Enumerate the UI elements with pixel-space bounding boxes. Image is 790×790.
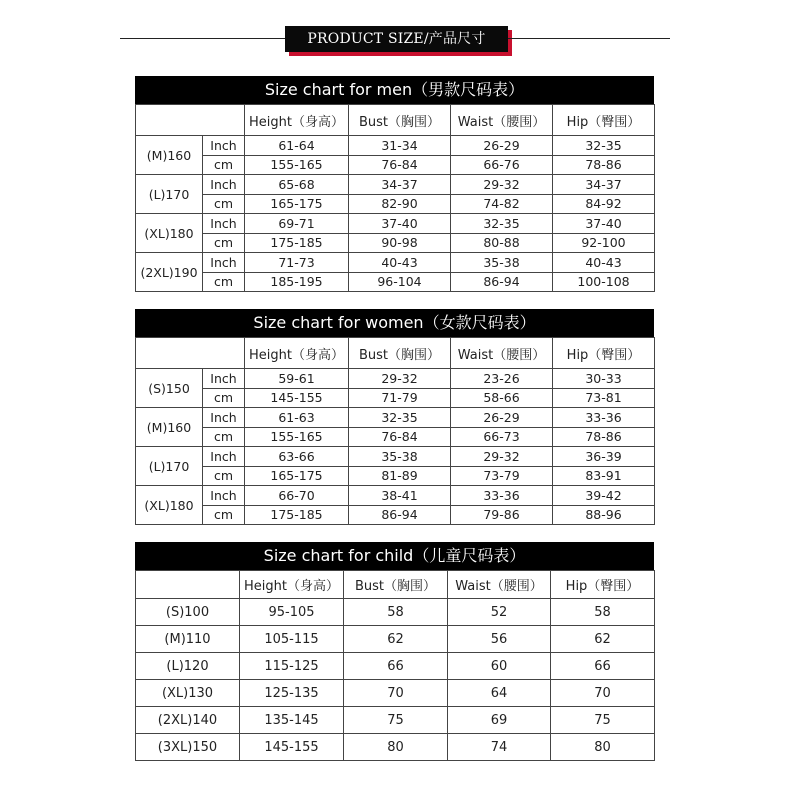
bust-cell: 32-35 — [349, 408, 451, 428]
header-row — [136, 105, 655, 136]
bust-cell: 37-40 — [349, 214, 451, 234]
height-cell: 175-185 — [245, 233, 349, 253]
corner-cell — [136, 338, 245, 369]
column-header-bust: Bust（胸围） — [344, 571, 448, 599]
height-cell: 105-115 — [240, 626, 344, 653]
column-header-waist: Waist（腰围） — [451, 105, 553, 136]
height-cell: 63-66 — [245, 447, 349, 467]
women-size-chart — [135, 309, 654, 525]
table-row — [136, 505, 655, 525]
table-row — [136, 427, 655, 447]
waist-cell: 35-38 — [451, 253, 553, 273]
bust-cell: 82-90 — [349, 194, 451, 214]
hip-cell: 36-39 — [553, 447, 655, 467]
waist-cell: 66-76 — [451, 155, 553, 175]
header-rule-left — [120, 38, 285, 39]
corner-cell — [136, 105, 245, 136]
waist-cell: 58-66 — [451, 388, 553, 408]
table-row — [136, 155, 655, 175]
unit-cell: Inch — [203, 136, 245, 156]
product-size-badge — [285, 26, 508, 52]
unit-cell: Inch — [203, 447, 245, 467]
waist-cell: 86-94 — [451, 272, 553, 292]
size-label: (M)110 — [136, 626, 240, 653]
hip-cell: 70 — [551, 680, 655, 707]
bust-cell: 76-84 — [349, 155, 451, 175]
waist-cell: 52 — [448, 599, 551, 626]
table-row — [136, 680, 655, 707]
height-cell: 61-63 — [245, 408, 349, 428]
column-header-bust: Bust（胸围） — [349, 105, 451, 136]
waist-cell: 56 — [448, 626, 551, 653]
height-cell: 115-125 — [240, 653, 344, 680]
table-row — [136, 136, 655, 156]
waist-cell: 66-73 — [451, 427, 553, 447]
column-header-waist: Waist（腰围） — [451, 338, 553, 369]
size-label: (L)120 — [136, 653, 240, 680]
height-cell: 69-71 — [245, 214, 349, 234]
table-row — [136, 233, 655, 253]
hip-cell: 83-91 — [553, 466, 655, 486]
unit-cell: cm — [203, 505, 245, 525]
hip-cell: 78-86 — [553, 155, 655, 175]
women-chart-title: Size chart for women（女款尺码表） — [135, 309, 654, 337]
table-row — [136, 707, 655, 734]
child-chart-title: Size chart for child（儿童尺码表） — [135, 542, 654, 570]
header-rule-right — [508, 38, 670, 39]
size-label: (2XL)140 — [136, 707, 240, 734]
waist-cell: 73-79 — [451, 466, 553, 486]
height-cell: 61-64 — [245, 136, 349, 156]
child-size-chart — [135, 542, 654, 761]
hip-cell: 80 — [551, 734, 655, 761]
column-header-height: Height（身高） — [240, 571, 344, 599]
height-cell: 155-165 — [245, 155, 349, 175]
height-cell: 71-73 — [245, 253, 349, 273]
column-header-hip: Hip（臀围） — [551, 571, 655, 599]
hip-cell: 30-33 — [553, 369, 655, 389]
column-header-hip: Hip（臀围） — [553, 105, 655, 136]
hip-cell: 58 — [551, 599, 655, 626]
waist-cell: 69 — [448, 707, 551, 734]
table-row — [136, 253, 655, 273]
size-label: (M)160 — [136, 408, 203, 447]
hip-cell: 88-96 — [553, 505, 655, 525]
waist-cell: 74 — [448, 734, 551, 761]
height-cell: 125-135 — [240, 680, 344, 707]
unit-cell: Inch — [203, 214, 245, 234]
waist-cell: 32-35 — [451, 214, 553, 234]
table-row — [136, 272, 655, 292]
table-row — [136, 486, 655, 506]
size-label: (S)100 — [136, 599, 240, 626]
unit-cell: Inch — [203, 175, 245, 195]
table-row — [136, 369, 655, 389]
hip-cell: 78-86 — [553, 427, 655, 447]
bust-cell: 29-32 — [349, 369, 451, 389]
bust-cell: 70 — [344, 680, 448, 707]
bust-cell: 90-98 — [349, 233, 451, 253]
header-row — [136, 338, 655, 369]
unit-cell: cm — [203, 233, 245, 253]
height-cell: 165-175 — [245, 194, 349, 214]
unit-cell: cm — [203, 427, 245, 447]
table-row — [136, 175, 655, 195]
hip-cell: 75 — [551, 707, 655, 734]
column-header-hip: Hip（臀围） — [553, 338, 655, 369]
table-row — [136, 599, 655, 626]
bust-cell: 86-94 — [349, 505, 451, 525]
size-label: (L)170 — [136, 447, 203, 486]
page-title: PRODUCT SIZE/产品尺寸 — [285, 26, 508, 52]
child-size-table — [135, 570, 655, 761]
bust-cell: 96-104 — [349, 272, 451, 292]
hip-cell: 40-43 — [553, 253, 655, 273]
height-cell: 145-155 — [240, 734, 344, 761]
size-label: (XL)180 — [136, 486, 203, 525]
corner-cell — [136, 571, 240, 599]
women-size-table — [135, 337, 655, 525]
height-cell: 155-165 — [245, 427, 349, 447]
bust-cell: 66 — [344, 653, 448, 680]
unit-cell: Inch — [203, 253, 245, 273]
size-label: (XL)180 — [136, 214, 203, 253]
hip-cell: 84-92 — [553, 194, 655, 214]
hip-cell: 66 — [551, 653, 655, 680]
hip-cell: 32-35 — [553, 136, 655, 156]
height-cell: 145-155 — [245, 388, 349, 408]
hip-cell: 100-108 — [553, 272, 655, 292]
waist-cell: 29-32 — [451, 175, 553, 195]
column-header-bust: Bust（胸围） — [349, 338, 451, 369]
men-chart-title: Size chart for men（男款尺码表） — [135, 76, 654, 104]
column-header-waist: Waist（腰围） — [448, 571, 551, 599]
table-row — [136, 447, 655, 467]
hip-cell: 37-40 — [553, 214, 655, 234]
men-size-chart — [135, 76, 654, 292]
table-row — [136, 734, 655, 761]
waist-cell: 29-32 — [451, 447, 553, 467]
unit-cell: cm — [203, 466, 245, 486]
bust-cell: 58 — [344, 599, 448, 626]
waist-cell: 23-26 — [451, 369, 553, 389]
bust-cell: 81-89 — [349, 466, 451, 486]
height-cell: 175-185 — [245, 505, 349, 525]
height-cell: 135-145 — [240, 707, 344, 734]
table-row — [136, 653, 655, 680]
unit-cell: cm — [203, 388, 245, 408]
table-row — [136, 194, 655, 214]
bust-cell: 76-84 — [349, 427, 451, 447]
size-label: (2XL)190 — [136, 253, 203, 292]
waist-cell: 33-36 — [451, 486, 553, 506]
table-row — [136, 214, 655, 234]
men-size-table — [135, 104, 655, 292]
table-row — [136, 626, 655, 653]
hip-cell: 92-100 — [553, 233, 655, 253]
height-cell: 95-105 — [240, 599, 344, 626]
hip-cell: 33-36 — [553, 408, 655, 428]
hip-cell: 39-42 — [553, 486, 655, 506]
bust-cell: 75 — [344, 707, 448, 734]
table-row — [136, 466, 655, 486]
size-label: (L)170 — [136, 175, 203, 214]
bust-cell: 38-41 — [349, 486, 451, 506]
hip-cell: 34-37 — [553, 175, 655, 195]
waist-cell: 60 — [448, 653, 551, 680]
unit-cell: cm — [203, 194, 245, 214]
waist-cell: 74-82 — [451, 194, 553, 214]
bust-cell: 71-79 — [349, 388, 451, 408]
height-cell: 66-70 — [245, 486, 349, 506]
column-header-height: Height（身高） — [245, 105, 349, 136]
height-cell: 65-68 — [245, 175, 349, 195]
bust-cell: 80 — [344, 734, 448, 761]
size-label: (3XL)150 — [136, 734, 240, 761]
unit-cell: cm — [203, 272, 245, 292]
unit-cell: cm — [203, 155, 245, 175]
table-row — [136, 408, 655, 428]
waist-cell: 79-86 — [451, 505, 553, 525]
column-header-height: Height（身高） — [245, 338, 349, 369]
height-cell: 165-175 — [245, 466, 349, 486]
size-label: (M)160 — [136, 136, 203, 175]
unit-cell: Inch — [203, 486, 245, 506]
height-cell: 185-195 — [245, 272, 349, 292]
unit-cell: Inch — [203, 369, 245, 389]
hip-cell: 62 — [551, 626, 655, 653]
bust-cell: 40-43 — [349, 253, 451, 273]
bust-cell: 34-37 — [349, 175, 451, 195]
waist-cell: 26-29 — [451, 136, 553, 156]
hip-cell: 73-81 — [553, 388, 655, 408]
unit-cell: Inch — [203, 408, 245, 428]
waist-cell: 64 — [448, 680, 551, 707]
bust-cell: 31-34 — [349, 136, 451, 156]
height-cell: 59-61 — [245, 369, 349, 389]
table-row — [136, 388, 655, 408]
waist-cell: 26-29 — [451, 408, 553, 428]
size-label: (S)150 — [136, 369, 203, 408]
bust-cell: 35-38 — [349, 447, 451, 467]
bust-cell: 62 — [344, 626, 448, 653]
size-label: (XL)130 — [136, 680, 240, 707]
header-row — [136, 571, 655, 599]
waist-cell: 80-88 — [451, 233, 553, 253]
